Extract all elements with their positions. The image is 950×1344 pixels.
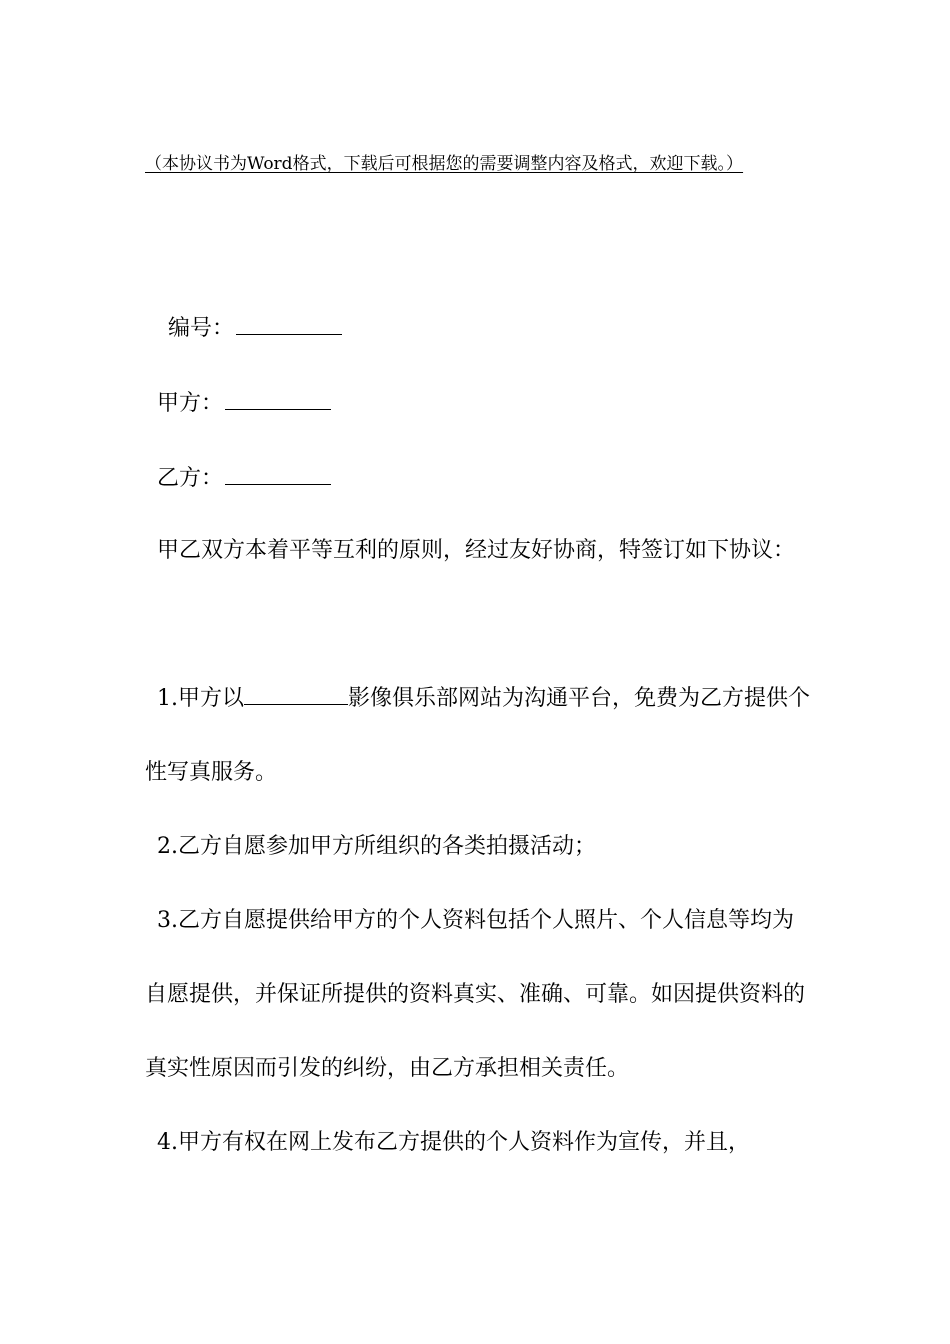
number-label: 编号： xyxy=(168,316,235,341)
party-b-blank xyxy=(225,462,331,485)
clause-3: 3.乙方自愿提供给甲方的个人资料包括个人照片、个人信息等均为自愿提供，并保证所提供的资料真实、准确、可靠。如因提供资料的真实性原因而引发的纠纷，由乙方承担相关责任。 xyxy=(145,908,806,1081)
party-a-field xyxy=(157,387,331,419)
format-notice: （本协议书为Word格式，下载后可根据您的需要调整内容及格式，欢迎下载。） xyxy=(145,154,744,174)
club-name-blank xyxy=(244,682,348,705)
number-blank xyxy=(236,312,342,335)
party-b-label: 乙方： xyxy=(157,466,224,491)
party-a-blank xyxy=(225,387,331,410)
party-a-label: 甲方： xyxy=(157,391,224,416)
clause-4: 4.甲方有权在网上发布乙方提供的个人资料作为宣传，并且， xyxy=(157,1130,750,1155)
party-b-field xyxy=(157,462,331,494)
number-field xyxy=(168,312,342,344)
clause-1: 1.甲方以 影像俱乐部网站为沟通平台，免费为乙方提供个性写真服务。 xyxy=(145,662,810,810)
intro-paragraph: 甲乙双方本着平等互利的原则，经过友好协商，特签订如下协议： xyxy=(157,538,796,563)
clause-2: 2.乙方自愿参加甲方所组织的各类拍摄活动； xyxy=(157,834,596,859)
